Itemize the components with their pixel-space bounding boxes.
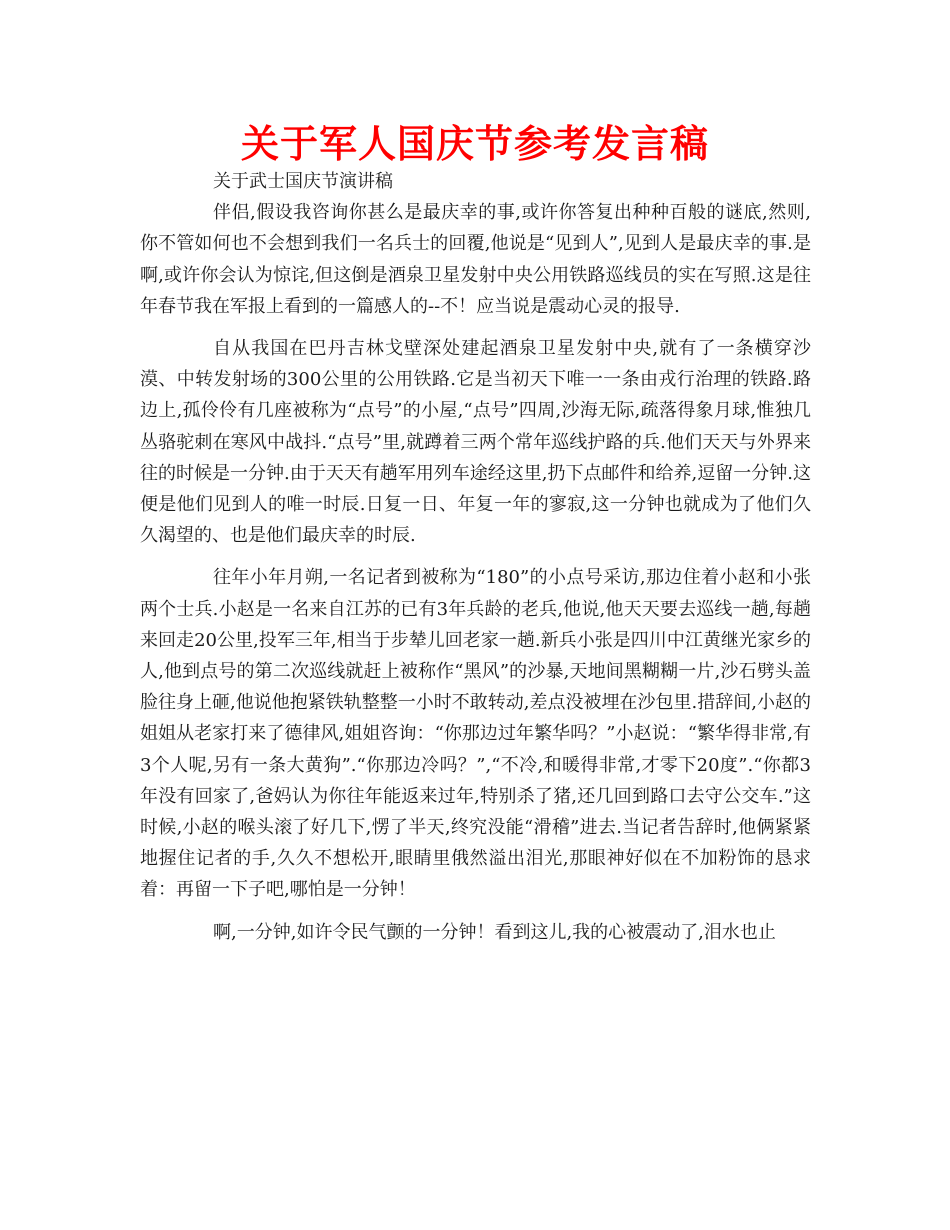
body-paragraph: 啊,一分钟,如许令民气颤的一分钟！看到这儿,我的心被震动了,泪水也止 (213, 921, 776, 943)
body-paragraph: 往年小年月朔,一名记者到被称为“180”的小点号采访,那边住着小赵和小张两个士兵.小赵是一名来自江苏的已有3年兵龄的老兵,他说,他天天要去巡线一趟,每趟来回走20公里,投军三年,相当于步辇儿回老家一趟.新兵小张是四川中江黄继光家乡的人,他到点号的第二次巡线就赶上被称作“黑风”的沙暴,天地间黑糊糊一片,沙石劈头盖脸往身上砸,他说他抱紧铁轨整整一小时不敢转动,差点没被埋在沙包里.措辞间,小赵的姐姐从老家打来了德律风,姐姐咨询：“你那边过年繁华吗？”小赵说：“繁华得非常,有3个人呢,另有一条大黄狗”.“你那边冷吗？”,“不冷,和暖得非常,才零下20度”.“你都3年没有回家了,爸妈认为你往年能返来过年,特别杀了猪,还几回到路口去守公交车.”这时候,小赵的喉头滚了好几下,愣了半天,终究没能“滑稽”进去.当记者告辞时,他俩紧紧地握住记者的手,久久不想松开,眼睛里俄然溢出泪光,那眼神好似在不加粉饰的恳求着：再留一下子吧,哪怕是一分钟！ (140, 567, 811, 901)
body-paragraph: 自从我国在巴丹吉林戈壁深处建起酒泉卫星发射中央,就有了一条横穿沙漠、中转发射场的300公里的公用铁路.它是当初天下唯一一条由戎行治理的铁路.路边上,孤伶伶有几座被称为“点号”的小屋,“点号”四周,沙海无际,疏落得象月球,惟独几丛骆驼刺在寒风中战抖.“点号”里,就蹲着三两个常年巡线护路的兵.他们天天与外界来往的时候是一分钟.由于天天有趟军用列车途经这里,扔下点邮件和给养,逗留一分钟.这便是他们见到人的唯一时辰.日复一日、年复一年的寥寂,这一分钟也就成为了他们久久渴望的、也是他们最庆幸的时辰. (140, 338, 811, 547)
body-paragraph: 伴侣,假设我咨询你甚么是最庆幸的事,或许你答复出种种百般的谜底,然则,你不管如何也不会想到我们一名兵士的回覆,他说是“见到人”,见到人是最庆幸的事.是啊,或许你会认为惊诧,但这倒是酒泉卫星发射中央公用铁路巡线员的实在写照.这是往年春节我在军报上看到的一篇感人的--不！应当说是震动心灵的报导. (140, 202, 811, 317)
document-subtitle: 关于武士国庆节演讲稿 (213, 171, 393, 192)
document-body (140, 166, 811, 959)
document-title: 关于军人国庆节参考发言稿 (240, 122, 709, 166)
